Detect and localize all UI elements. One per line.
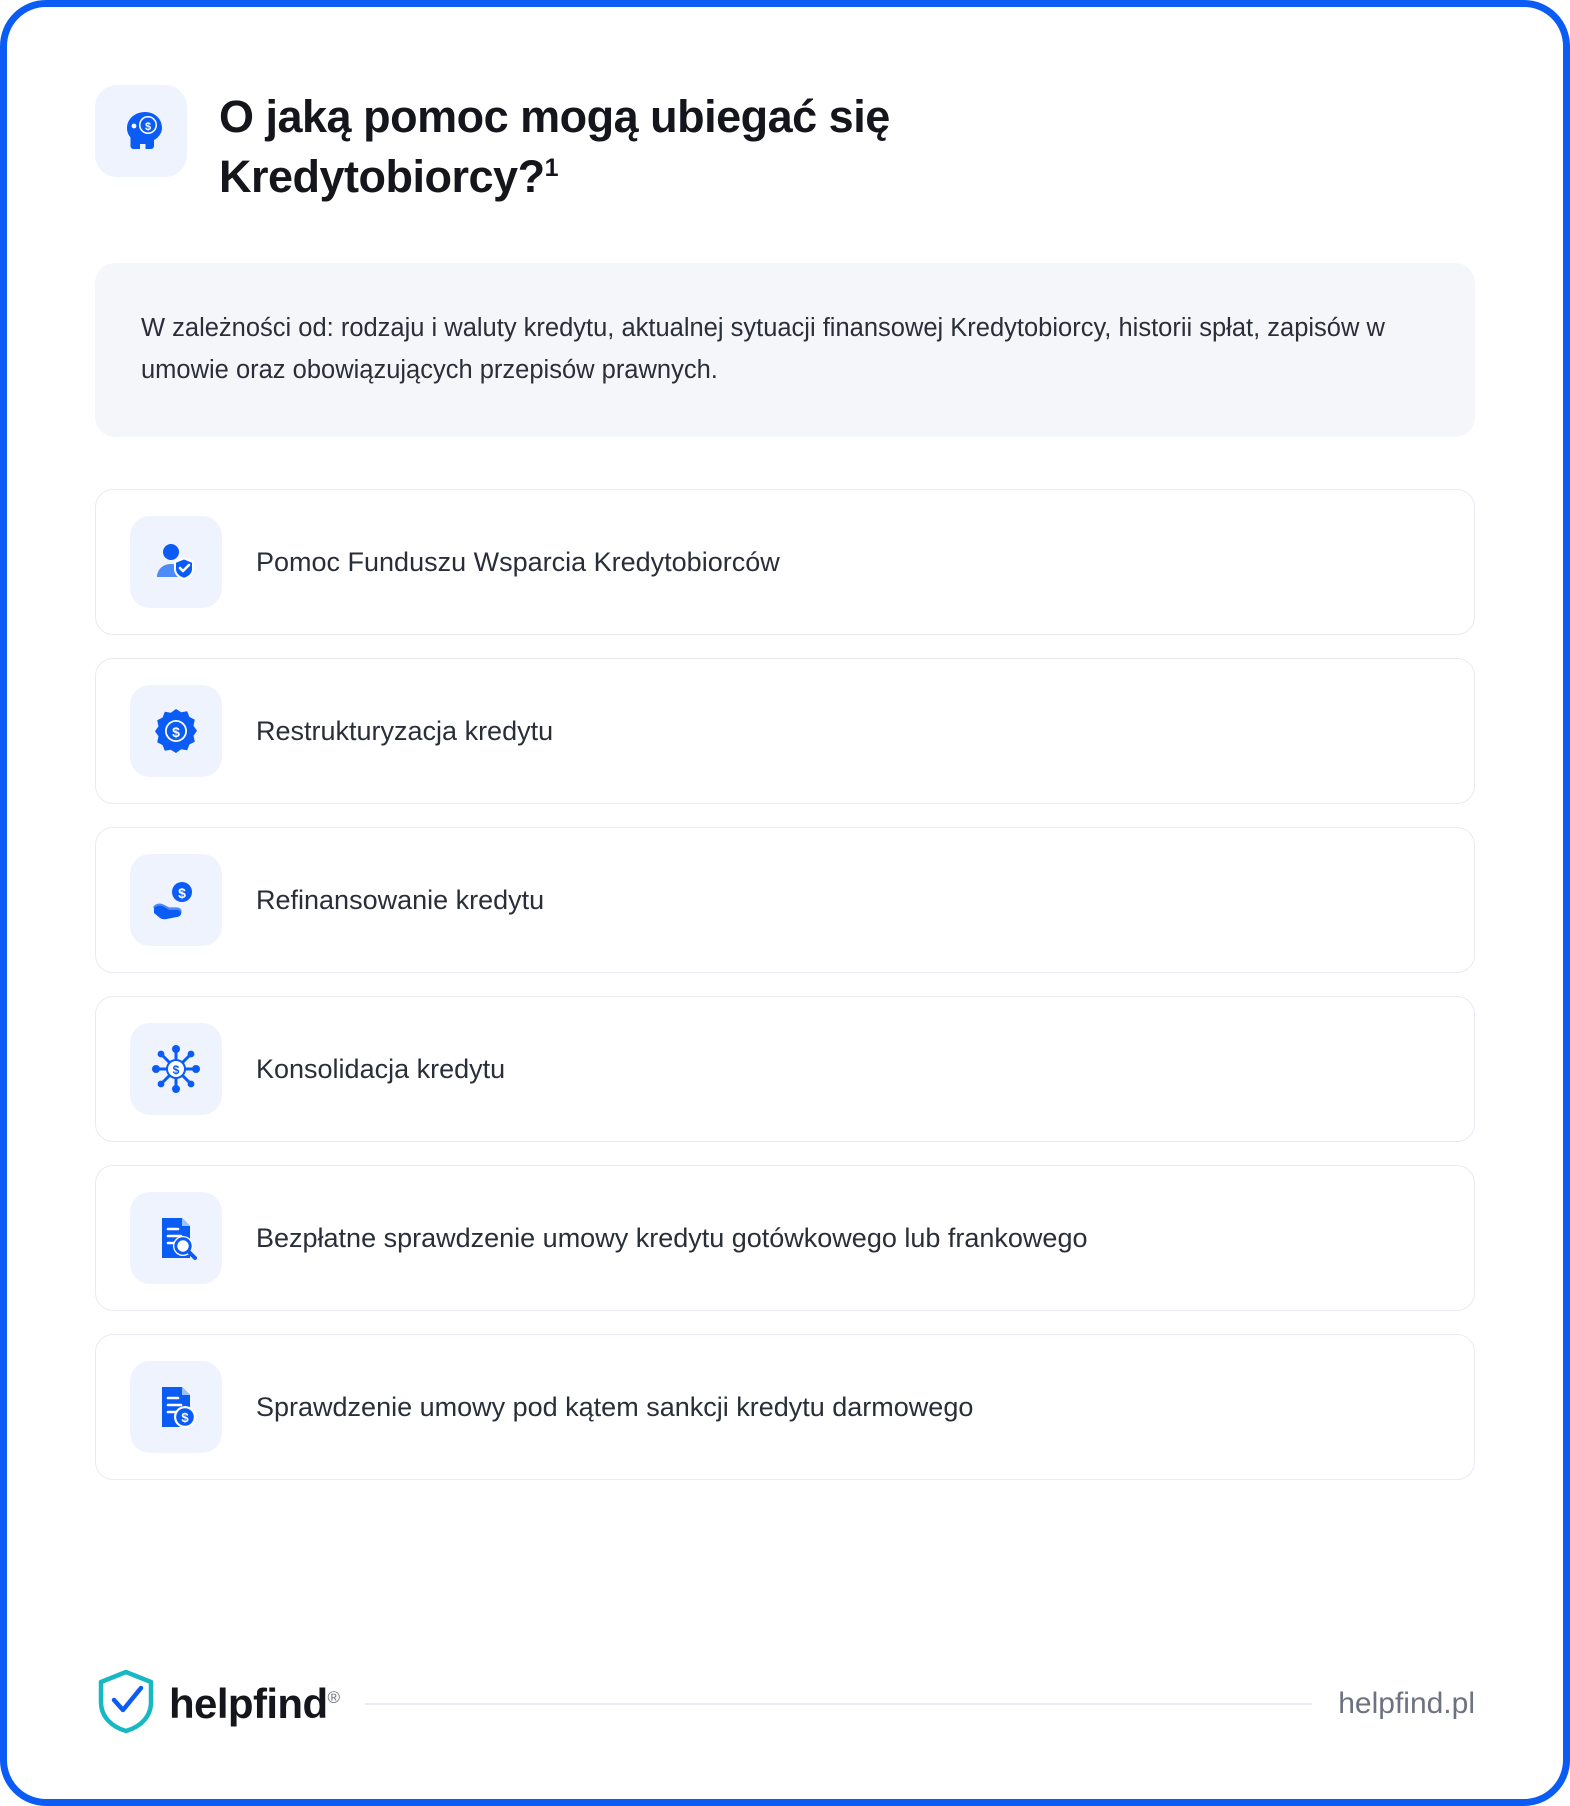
brand-registered-mark: ® bbox=[327, 1687, 340, 1707]
brand-name-text: helpfind bbox=[169, 1679, 328, 1727]
options-list bbox=[95, 489, 1475, 1480]
network-dollar-icon bbox=[130, 1023, 222, 1115]
list-item-label: Restrukturyzacja kredytu bbox=[256, 715, 554, 746]
page-title-text: O jaką pomoc mogą ubiegać się Kredytobiorcy? bbox=[219, 91, 890, 202]
hand-coin-icon bbox=[130, 854, 222, 946]
footer-divider bbox=[365, 1703, 1312, 1705]
gear-dollar-icon bbox=[130, 685, 222, 777]
list-item[interactable] bbox=[95, 489, 1475, 635]
svg-text:$: $ bbox=[144, 121, 152, 133]
page-title-superscript: 1 bbox=[544, 153, 558, 182]
list-item[interactable] bbox=[95, 1334, 1475, 1480]
head-with-coin-icon bbox=[95, 85, 187, 177]
page-title bbox=[219, 85, 1199, 207]
document-search-icon bbox=[130, 1192, 222, 1284]
svg-text:$: $ bbox=[172, 1062, 180, 1077]
list-item-label: Bezpłatne sprawdzenie umowy kredytu gotówkowego lub frankowego bbox=[256, 1222, 1088, 1253]
brand-logo bbox=[95, 1668, 339, 1739]
footer bbox=[95, 1624, 1475, 1739]
footer-url: helpfind.pl bbox=[1338, 1686, 1475, 1720]
intro-box bbox=[95, 263, 1475, 437]
svg-text:$: $ bbox=[178, 884, 186, 901]
list-item[interactable] bbox=[95, 1165, 1475, 1311]
list-item[interactable] bbox=[95, 827, 1475, 973]
person-shield-icon bbox=[130, 516, 222, 608]
list-item-label: Sprawdzenie umowy pod kątem sankcji kredytu darmowego bbox=[256, 1391, 974, 1422]
list-item-label: Refinansowanie kredytu bbox=[256, 884, 545, 915]
list-item[interactable] bbox=[95, 996, 1475, 1142]
document-dollar-icon bbox=[130, 1361, 222, 1453]
list-item[interactable] bbox=[95, 658, 1475, 804]
svg-text:$: $ bbox=[181, 1409, 189, 1425]
intro-text: W zależności od: rodzaju i waluty kredytu, aktualnej sytuacji finansowej Kredytobiorcy, historii spłat, zapisów w umowie oraz obowiązujących przepisów prawnych. bbox=[141, 313, 1385, 384]
list-item-label: Konsolidacja kredytu bbox=[256, 1053, 506, 1084]
svg-text:$: $ bbox=[172, 723, 180, 740]
helpfind-shield-icon bbox=[95, 1668, 157, 1739]
brand-name bbox=[169, 1680, 339, 1728]
list-item-label: Pomoc Funduszu Wsparcia Kredytobiorców bbox=[256, 546, 780, 577]
header bbox=[95, 85, 1475, 207]
